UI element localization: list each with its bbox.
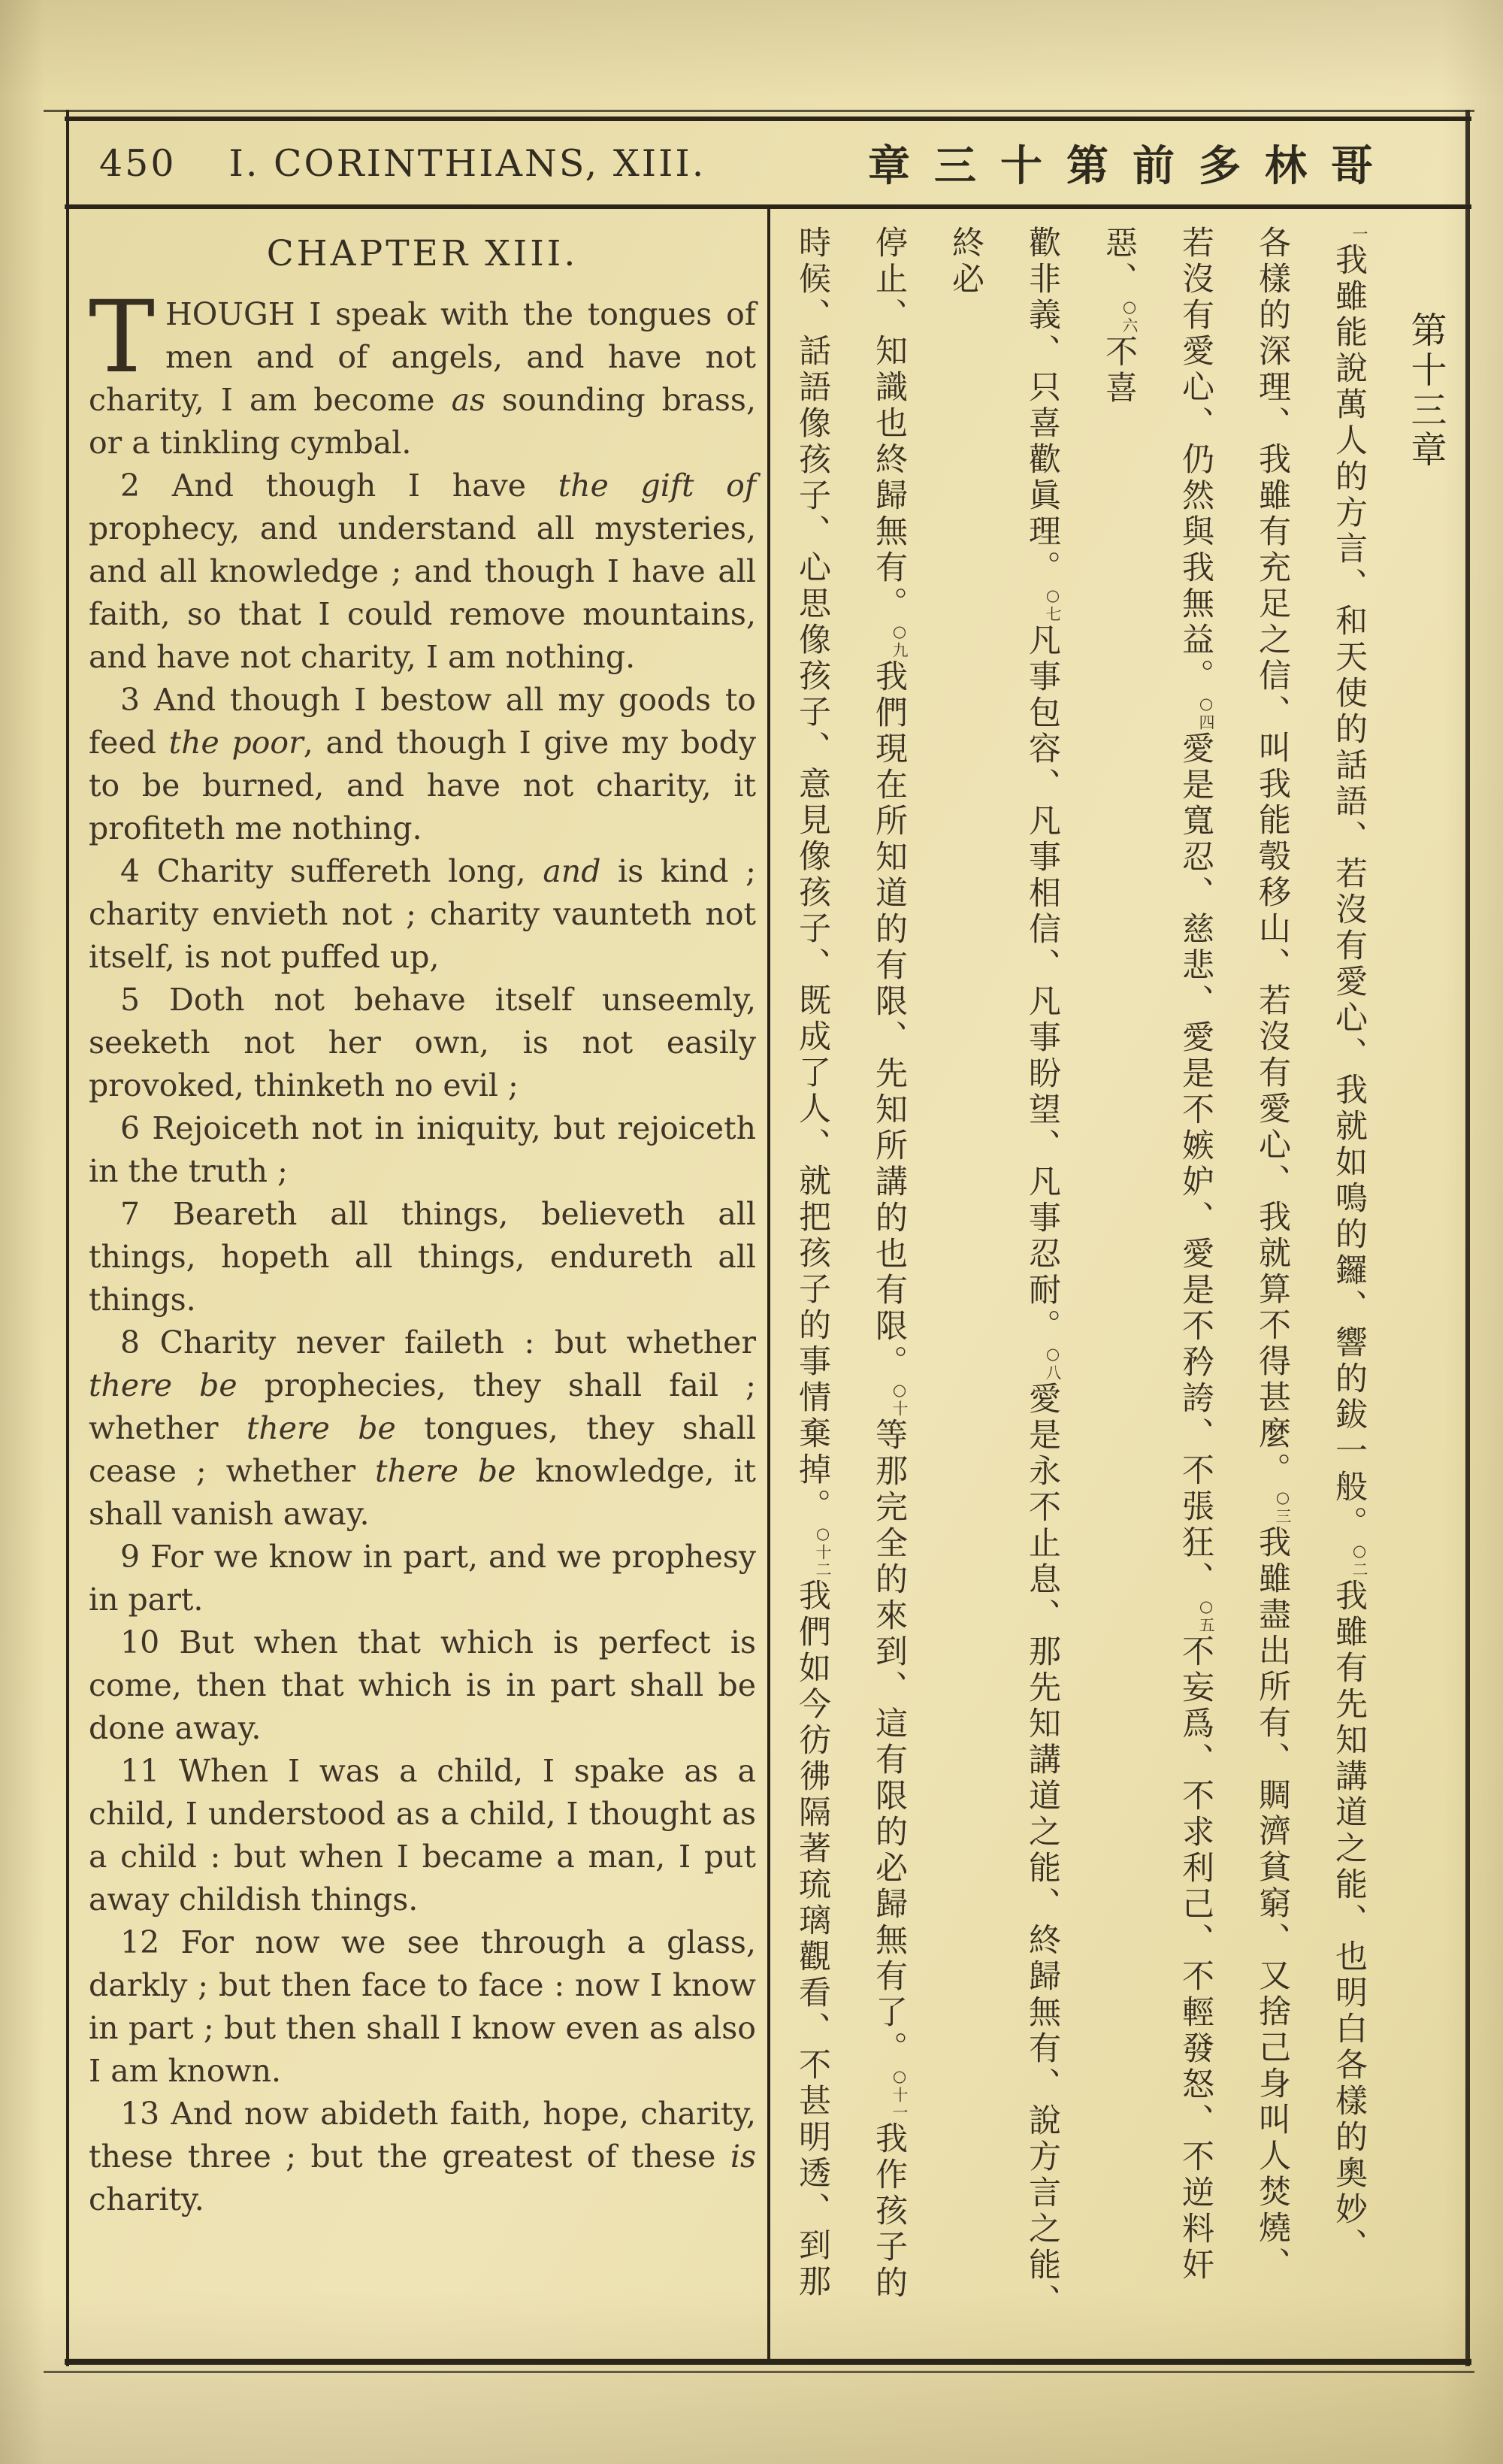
chinese-verse-text: 我們如今彷彿隔著琉璃觀看、不甚明透、到那: [794, 1579, 831, 2300]
chinese-chapter-heading: 第十三章: [1405, 311, 1447, 471]
drop-cap-initial: T: [89, 280, 156, 395]
verse-number-marker: ○七: [1044, 586, 1062, 623]
chapter-heading: CHAPTER XIII.: [266, 233, 579, 274]
chinese-verse-text: 不妄爲、不求利己、不輕發怒、不逆料奸惡、: [1100, 226, 1214, 2284]
bottom-outer-rule: [44, 2371, 1474, 2373]
verse-number-marker: ○十二: [814, 1524, 832, 1579]
bottom-rule: [65, 2359, 1471, 2365]
verse-number-marker: 一: [1350, 226, 1368, 243]
verse-paragraph-13: 13 And now abideth faith, hope, charity, these three ; but the greatest of these is charity.: [89, 2096, 756, 2217]
chinese-verse-text: 我作孩子的: [870, 2121, 908, 2302]
verse-paragraph-5: 5 Doth not behave itself unseemly, seeketh not her own, is not easily provoked, thinketh no evil ;: [89, 982, 756, 1103]
verse-number-marker: ○四: [1197, 695, 1215, 731]
running-header-english: [99, 122, 761, 204]
chinese-verse-text: 我雖有先知講道之能、也明白各樣的奧妙、: [1330, 1579, 1368, 2264]
chinese-column-3: [1081, 226, 1234, 2348]
chinese-verse-text: 不喜: [1100, 334, 1138, 407]
chinese-verse-text: 我雖盡出所有、賙濟貧窮、又捨己身叫人焚燒、: [1254, 1525, 1291, 2283]
verse-paragraph-10: 10 But when that which is perfect is come, then that which is in part shall be done away.: [89, 1624, 756, 1746]
verse-paragraph-6: 6 Rejoiceth not in iniquity, but rejoiceth in the truth ;: [89, 1110, 756, 1189]
chinese-verse-text: 愛是永不止息、那先知講道之能、終歸無有、說方言之能、終必: [947, 226, 1061, 2320]
verse-number-marker: ○三: [1274, 1488, 1292, 1525]
chinese-verse-text: 我雖能說萬人的方言、和天使的話語、若沒有愛心、我就如鳴的鑼、響的鈸一般。: [1330, 243, 1368, 1542]
verse-paragraph-8: 8 Charity never faileth : but whether there be prophecies, they shall fail ; whether there be tongues, they shall cease ; whether there be knowledge, it shall vanish away.: [89, 1324, 756, 1532]
chinese-verse-text: 等那完全的來到、這有限的必歸無有了。: [870, 1418, 908, 2067]
chinese-column-1: [1311, 226, 1387, 2348]
verses-container: [89, 465, 756, 2221]
right-border-rule: [1465, 110, 1470, 2366]
verse-number-marker: ○十一: [891, 2067, 909, 2121]
verse-paragraph-2: 2 And though I have the gift of prophecy, and understand all mysteries, and all knowledge ; and though I have all faith, so that I could remove mountains, and have not charity, I am nothing.: [89, 468, 756, 675]
verse-number-marker: ○五: [1197, 1597, 1215, 1634]
chinese-verse-text: 停止、知識也終歸無有。: [870, 226, 908, 622]
chinese-column-2: [1234, 226, 1311, 2348]
chinese-verse-text: 各樣的深理、我雖有充足之信、叫我能彀移山、若沒有愛心、我就算不得甚麼。: [1254, 226, 1291, 1488]
running-title-english: I. CORINTHIANS, XIII.: [228, 141, 706, 185]
verse-number-marker: ○二: [1350, 1542, 1368, 1579]
chinese-text-area: [776, 226, 1464, 2348]
chinese-verse-text: 凡事包容、凡事相信、凡事盼望、凡事忍耐。: [1024, 623, 1061, 1345]
chinese-verse-text: 若沒有愛心、仍然與我無益。: [1177, 226, 1214, 695]
page-number: 450: [99, 141, 177, 185]
verse-paragraph-9: 9 For we know in part, and we prophesy in part.: [89, 1539, 756, 1618]
verse-number-marker: ○六: [1120, 298, 1139, 334]
chinese-verse-text: 歡非義、只喜歡眞理。: [1024, 226, 1061, 586]
top-rule: [65, 117, 1471, 121]
verse-paragraph-1: [89, 280, 756, 465]
verse-number-marker: ○八: [1044, 1345, 1062, 1382]
verse-1-text: HOUGH I speak with the tongues of men and of angels, and have not charity, I am become as sounding brass, or a tinkling cymbal.: [89, 296, 756, 461]
left-border-rule: [66, 110, 69, 2366]
chinese-verse-text: 愛是寬忍、慈悲、愛是不嫉妒、愛是不矜誇、不張狂、: [1177, 731, 1214, 1597]
chinese-column-5: [851, 226, 927, 2348]
running-title-chinese: 章三十第前多林哥: [868, 141, 1397, 191]
verse-paragraph-11: 11 When I was a child, I spake as a child, I understood as a child, I thought as a child : but when I became a man, I put away childish things.: [89, 1753, 756, 1918]
verse-paragraph-12: 12 For now we see through a glass, darkly ; but then face to face : now I know in part ; but then shall I know even as also I am known.: [89, 1924, 756, 2089]
chinese-column-6: [776, 226, 851, 2348]
column-divider-rule: [767, 204, 770, 2363]
chinese-verse-text: 時候、話語像孩子、心思像孩子、意見像孩子、既成了人、就把孩子的事情棄掉。: [794, 226, 831, 1524]
verse-paragraph-4: 4 Charity suffereth long, and is kind ; charity envieth not ; charity vaunteth not itself, is not puffed up,: [89, 853, 756, 975]
running-header: [69, 122, 1465, 204]
verse-number-marker: ○十: [891, 1381, 909, 1418]
english-text-column: [89, 230, 756, 2221]
verse-paragraph-7: 7 Beareth all things, believeth all things, hopeth all things, endureth all things.: [89, 1196, 756, 1318]
chinese-verse-text: 我們現在所知道的有限、先知所講的也有限。: [870, 659, 908, 1381]
top-outer-rule: [44, 110, 1474, 112]
chinese-column-4: [927, 226, 1081, 2348]
verse-paragraph-3: 3 And though I bestow all my goods to feed the poor, and though I give my body to be burned, and have not charity, it profiteth me nothing.: [89, 682, 756, 846]
verse-number-marker: ○九: [891, 622, 909, 659]
